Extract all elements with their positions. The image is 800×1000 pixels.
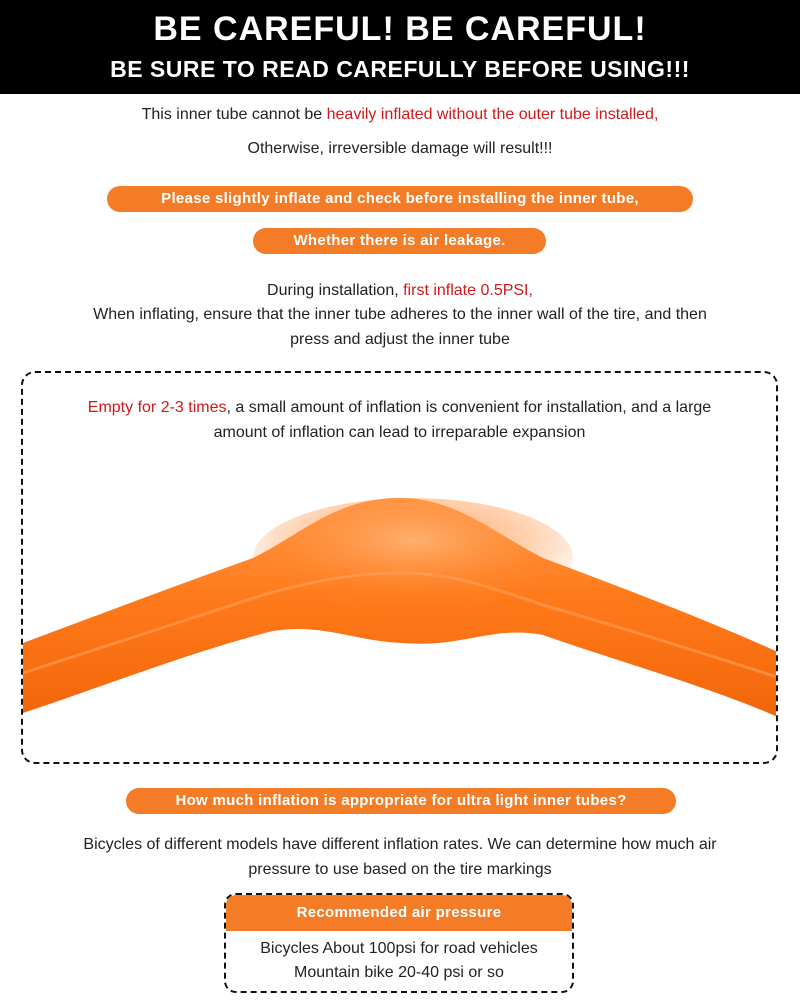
warning-line-1 [0,102,800,127]
header-banner [0,0,800,94]
demo-text [23,395,776,445]
install-line-2: When inflating, ensure that the inner tube adheres to the inner wall of the tire, and then [93,306,707,323]
recommended-pressure-box [224,893,574,993]
install-line-1-red: first inflate 0.5PSI, [403,282,533,299]
install-line-3: press and adjust the inner tube [290,331,510,348]
check-pill: Please slightly inflate and check before installing the inner tube, [107,186,693,212]
question-pill: How much inflation is appropriate for ultra light inner tubes? [126,788,676,814]
warning-line-1-red: heavily inflated without the outer tube installed, [326,106,659,123]
install-line-1-prefix: During installation, [267,282,404,299]
demo-text-rest: , a small amount of inflation is convenient for installation, and a large [226,399,712,416]
leak-pill: Whether there is air leakage. [253,228,546,254]
rates-line-1: Bicycles of different models have different inflation rates. We can determine how much air [83,836,717,853]
recommended-road: Bicycles About 100psi for road vehicles [260,940,538,957]
header-title: BE CAREFUL! BE CAREFUL! [153,10,647,48]
install-line-1 [0,278,800,303]
recommended-title: Recommended air pressure [226,895,572,931]
demo-text-line-2: amount of inflation can lead to irreparable expansion [213,424,586,441]
demo-text-red: Empty for 2-3 times [87,399,227,416]
warning-line-1-prefix: This inner tube cannot be [141,106,327,123]
rates-line-2: pressure to use based on the tire markings [248,861,552,878]
warning-line-2: Otherwise, irreversible damage will result!!! [247,140,553,157]
header-subtitle: BE SURE TO READ CAREFULLY BEFORE USING!!! [110,56,690,82]
inflation-demo-box [21,371,778,764]
recommended-mtb: Mountain bike 20-40 psi or so [294,964,504,981]
